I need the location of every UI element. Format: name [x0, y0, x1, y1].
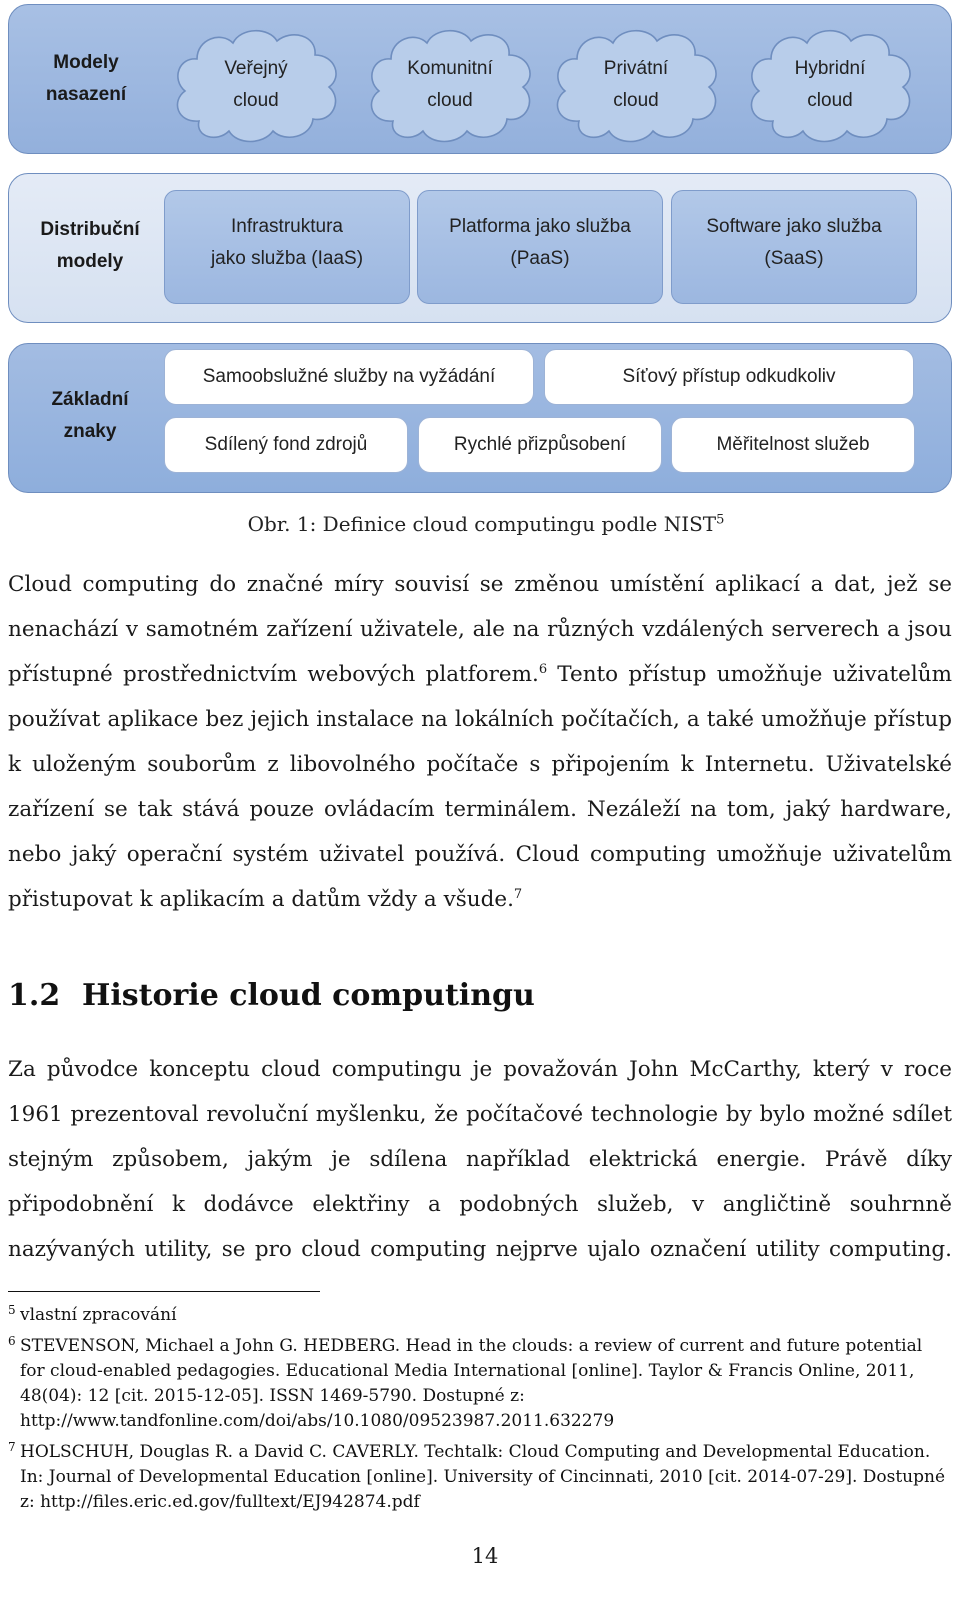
cloud-line: cloud — [613, 90, 659, 111]
footnote-number: 5 — [8, 1303, 16, 1317]
footnote-ref: 7 — [513, 886, 523, 902]
characteristic-on-demand: Samoobslužné služby na vyžádání — [164, 349, 534, 405]
footnote-separator — [8, 1291, 320, 1292]
paragraph-text: Tento přístup umožňuje uživatelům používat aplikace bez jejich instalace na lokálních počítačích, a také umožňuje přístup k uloženým souborům z libovolného počítače s připojením k Internetu. Uživatelské zařízení se tak stává pouze ovládacím terminálem. Nezáleží na tom, jaký hardware, nebo jaký operační systém uživatel používá. Cloud computing umožňuje uživatelům přistupovat k aplikacím a datům vždy a všude. — [8, 662, 952, 912]
cloud-line: cloud — [233, 90, 279, 111]
label-line: Distribuční — [40, 219, 140, 240]
cloud-community — [361, 25, 539, 147]
footnote-number: 7 — [8, 1440, 16, 1454]
cloud-line: Komunitní — [407, 58, 493, 79]
cloud-line: Hybridní — [794, 58, 866, 79]
deployment-models-band — [8, 4, 952, 154]
nist-cloud-diagram — [0, 0, 960, 500]
label-line: modely — [56, 251, 124, 272]
paragraph — [8, 562, 952, 922]
box-line: Infrastruktura — [231, 216, 343, 237]
service-box-saas — [671, 190, 917, 304]
section-heading — [8, 978, 535, 1013]
figure-caption — [0, 512, 960, 536]
paragraph-text: Za původce konceptu cloud computingu je považován John McCarthy, který v roce 1961 prezentoval revoluční myšlenku, že počítačové technologie by bylo možné sdílet stejným způsobem, jakým je sdílena například elektrická energie. Právě díky připodobnění k dodávce elektřiny a podobných služeb, v angličtině souhrnně nazývaných utility, se pro cloud computing nejprve ujalo označení utility computing. — [8, 1057, 952, 1262]
label-line: znaky — [63, 421, 117, 442]
cloud-line: Privátní — [603, 58, 669, 79]
service-box-paas — [417, 190, 663, 304]
characteristic-resource-pooling: Sdílený fond zdrojů — [164, 417, 408, 473]
footnote-text: vlastní zpracování — [20, 1305, 177, 1325]
label-line: Základní — [51, 389, 129, 410]
cloud-private — [547, 25, 725, 147]
footnote-ref: 5 — [716, 512, 725, 528]
characteristic-rapid-elasticity: Rychlé přizpůsobení — [418, 417, 662, 473]
deployment-models-label — [31, 47, 141, 111]
footnote — [8, 1334, 952, 1434]
service-models-label — [31, 214, 149, 278]
box-line: (PaaS) — [510, 248, 570, 269]
footnote-ref: 6 — [538, 661, 548, 677]
cloud-hybrid — [741, 25, 919, 147]
footnotes — [8, 1303, 952, 1521]
cloud-public-text — [167, 53, 345, 117]
service-box-iaas — [164, 190, 410, 304]
characteristics-band — [8, 343, 952, 493]
cloud-hybrid-text — [741, 53, 919, 117]
characteristic-measured-service: Měřitelnost služeb — [671, 417, 915, 473]
footnote-text: HOLSCHUH, Douglas R. a David C. CAVERLY. Techtalk: Cloud Computing and Developmental Education. In: Journal of Developmental Education [online]. University of Cincinnati, 2010 [cit. 2014-07-29]. Dostupné z: http://files.eric.ed.gov/fulltext/EJ942874.pdf — [20, 1442, 946, 1512]
footnote — [8, 1303, 952, 1328]
section-title: Historie cloud computingu — [82, 978, 535, 1013]
characteristics-label — [31, 384, 149, 448]
cloud-line: Veřejný — [224, 58, 288, 79]
footnote — [8, 1440, 952, 1515]
box-line: Platforma jako služba — [449, 216, 631, 237]
cloud-line: cloud — [807, 90, 853, 111]
footnote-number: 6 — [8, 1334, 16, 1348]
section-number: 1.2 — [8, 978, 61, 1013]
paragraph-text: Cloud computing do značné míry souvisí se změnou umístění aplikací a dat, jež se nenachází v samotném zařízení uživatele, ale na různých vzdálených serverech a jsou přístupné prostřednictvím webových platforem. — [8, 572, 952, 687]
box-line: jako služba (IaaS) — [210, 248, 364, 269]
cloud-public — [167, 25, 345, 147]
paragraph — [8, 1047, 952, 1272]
footnote-text: STEVENSON, Michael a John G. HEDBERG. Head in the clouds: a review of current and future potential for cloud-enabled pedagogies. Educational Media International [online]. Taylor & Francis Online, 2011, 48(04): 12 [cit. 2015-12-05]. ISSN 1469-5790. Dostupné z: http://www.tandfonline.com/doi/abs/10.1080/09523987.2011.632279 — [20, 1336, 923, 1431]
cloud-line: cloud — [427, 90, 473, 111]
caption-text: Obr. 1: Definice cloud computingu podle NIST — [247, 512, 717, 536]
service-models-band — [8, 173, 952, 323]
page-number: 14 — [471, 1544, 499, 1568]
label-line: nasazení — [45, 84, 127, 105]
characteristic-network-access: Síťový přístup odkudkoliv — [544, 349, 914, 405]
cloud-private-text — [547, 53, 725, 117]
label-line: Modely — [53, 52, 119, 73]
cloud-community-text — [361, 53, 539, 117]
box-line: Software jako služba — [706, 216, 882, 237]
box-line: (SaaS) — [764, 248, 824, 269]
